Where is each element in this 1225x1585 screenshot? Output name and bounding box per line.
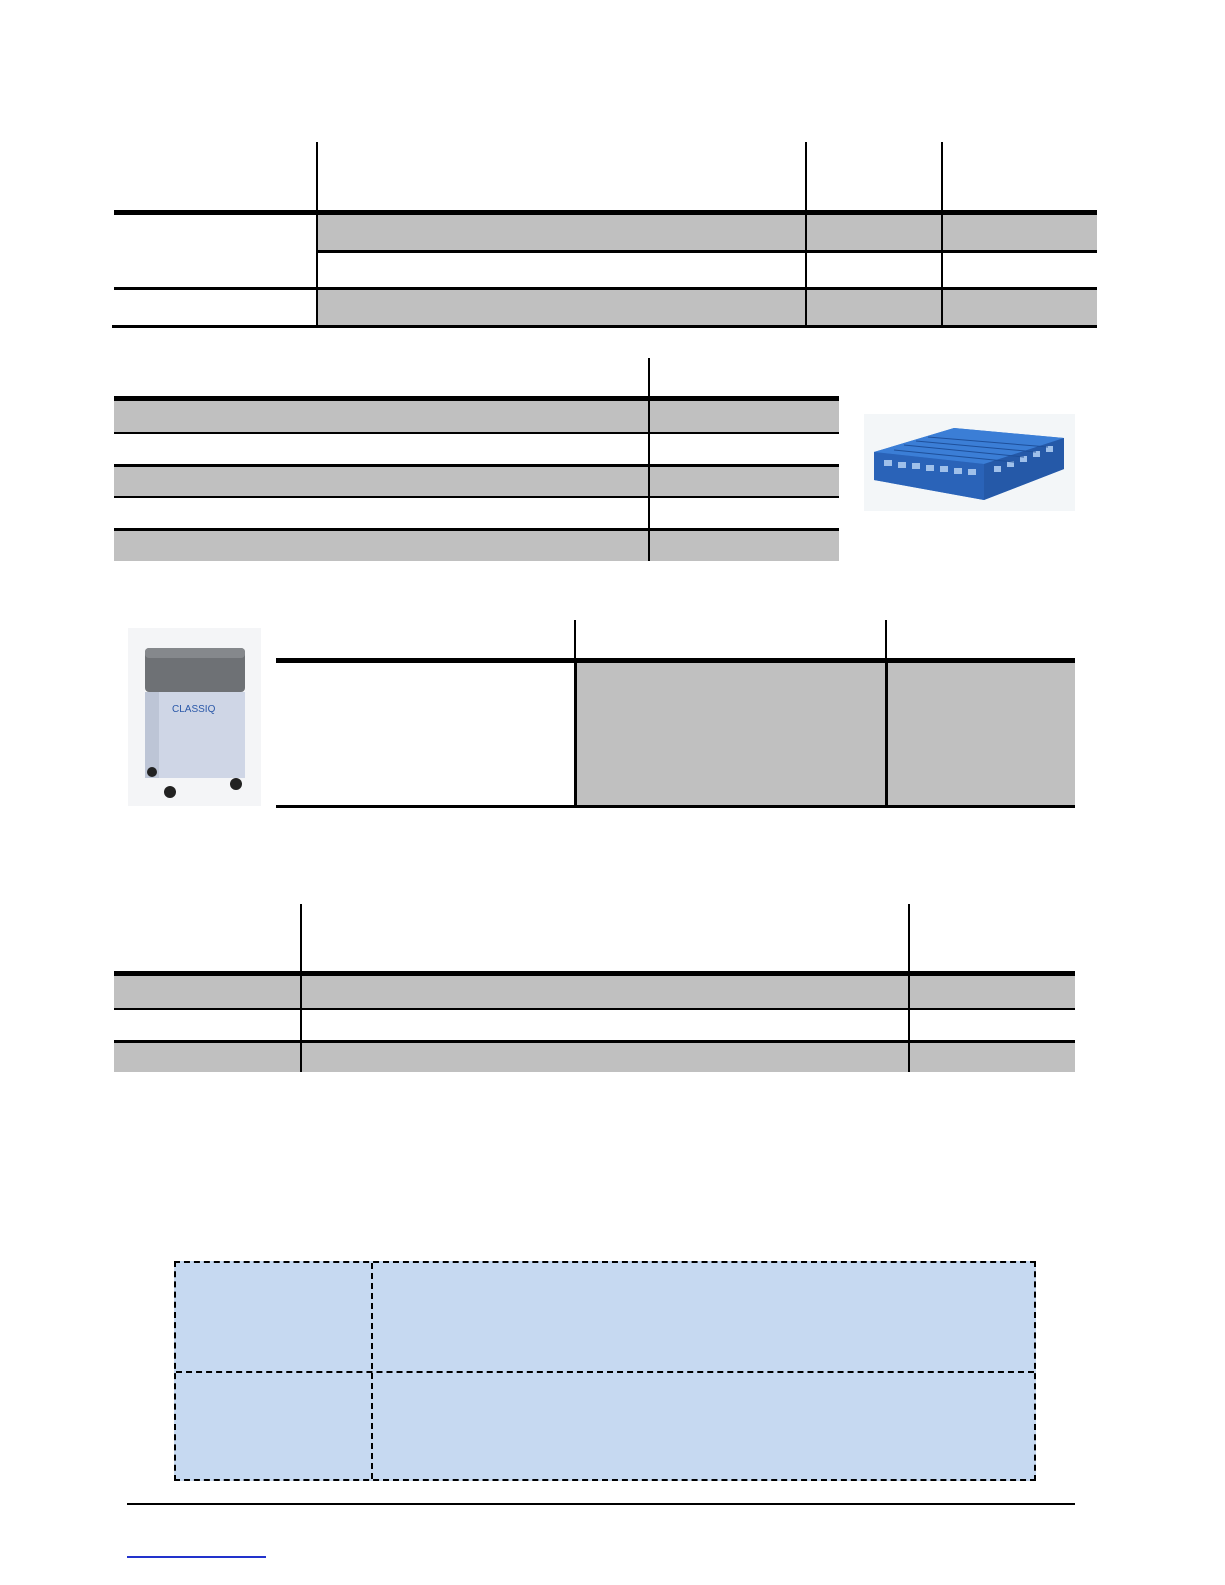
table-1-bottom-rule (112, 325, 1097, 328)
table-2-row-1-cell (650, 401, 839, 432)
table-2-row-rule (114, 432, 839, 434)
table-3-bottom-rule (276, 805, 1075, 808)
table-4-row-3-cell (910, 1043, 1075, 1072)
footer-rule (127, 1503, 1075, 1505)
table-3-header-divider (885, 620, 887, 658)
table-1-row-3-cell (807, 290, 941, 325)
table-2-column-divider (648, 401, 650, 561)
table-1-row-1-cell (807, 215, 941, 250)
table-1-header-divider (316, 142, 318, 212)
table-4-row-3-cell (114, 1043, 300, 1072)
dish-rack-image (864, 414, 1075, 511)
table-1-row-1-cell (318, 215, 805, 250)
table-2-row-5-cell (650, 531, 839, 561)
table-2-row-3-cell (114, 467, 648, 497)
table-1-row-1-cell (943, 215, 1097, 250)
table-4-header-divider (300, 904, 302, 972)
table-1-row-3-cell (318, 290, 805, 325)
table-2-row-3-cell (650, 467, 839, 497)
table-1-column-divider (941, 215, 943, 326)
table-2-row-1-cell (114, 401, 648, 432)
table-1-header-divider (941, 142, 943, 212)
table-4-header-divider (908, 904, 910, 972)
table-2-row-rule (114, 496, 839, 498)
table-3-row-cell (887, 663, 1075, 806)
table-2-row-5-cell (114, 531, 648, 561)
table-4-row-3-cell (302, 1043, 908, 1072)
table-1-column-divider (805, 215, 807, 326)
table-3-row-cell (576, 663, 885, 806)
footer-link-underline[interactable] (127, 1556, 266, 1558)
table-4-column-divider (908, 976, 910, 1072)
table-4-row-1-cell (910, 976, 1075, 1008)
table-1-row-rule (318, 250, 1097, 253)
table-1-column-divider (316, 215, 318, 326)
dish-rack-icon (864, 414, 1075, 511)
table-3-column-divider (885, 663, 888, 806)
water-softener-cabinet-icon (128, 628, 261, 806)
table-4-row-1-cell (114, 976, 300, 1008)
table-1-row-3-cell (943, 290, 1097, 325)
table-3-column-divider (574, 663, 577, 806)
table-2-header-divider (648, 358, 650, 397)
table-3-header-divider (574, 620, 576, 658)
note-box (174, 1261, 1036, 1481)
table-4-row-rule (114, 1008, 1075, 1010)
table-4-row-1-cell (302, 976, 908, 1008)
svg-text:CLASSIQ: CLASSIQ (172, 704, 216, 715)
softener-cabinet-image (128, 628, 261, 806)
table-4-column-divider (300, 976, 302, 1072)
table-1-header-divider (805, 142, 807, 212)
note-box-row-divider (176, 1371, 1034, 1373)
